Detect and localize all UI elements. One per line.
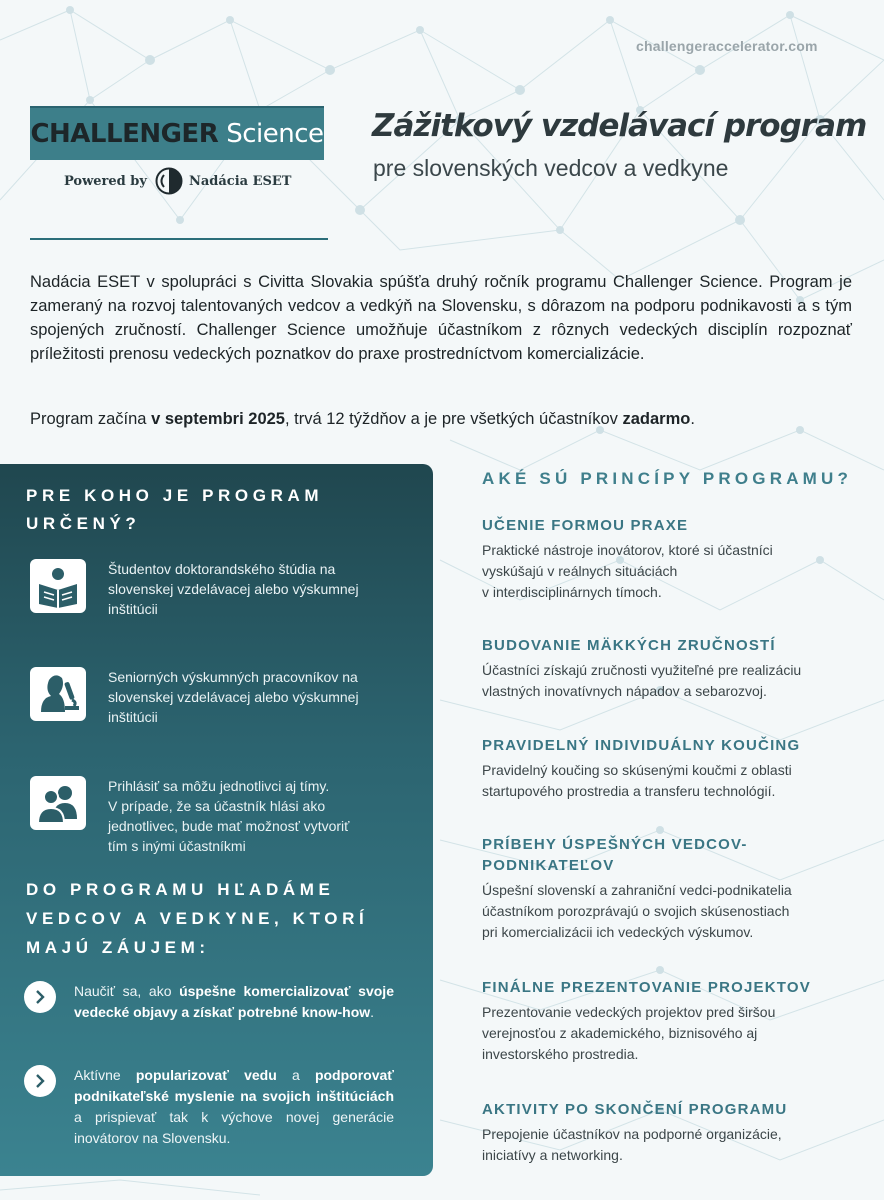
principle-text [482,1124,862,1166]
principle-item [482,834,862,943]
hero-subtitle: pre slovenských vedcov a vedkyne [373,155,729,181]
student-reading-icon [30,559,86,613]
principle-text [482,1002,862,1065]
start-prefix: Program začína [30,410,152,428]
principle-text [482,760,862,802]
who-heading [26,482,323,538]
principle-item [482,515,862,603]
seek-text: Naučiť sa, ako [74,983,180,999]
principle-title: AKTIVITY PO SKONČENÍ PROGRAMU [482,1101,788,1118]
principle-title: PRAVIDELNÝ INDIVIDUÁLNY KOUČING [482,737,801,754]
seek-heading-line3: MAJÚ ZÁUJEM: [26,938,210,957]
logo-brand-right: Science [226,119,324,149]
who-item-text [108,559,359,619]
principle-line: pri komercializácii ich vedeckých výskumov. [482,924,754,940]
principles-heading: AKÉ SÚ PRINCÍPY PROGRAMU? [482,469,853,488]
principle-line: verejnosťou z akademického, biznisového aj [482,1025,758,1041]
principle-item [482,635,862,702]
principle-title [482,834,862,876]
principle-text [482,660,862,702]
who-line: V prípade, že sa účastník hlási ako [108,798,326,814]
program-start [30,410,695,429]
intro-paragraph: Nadácia ESET v spolupráci s Civitta Slovakia spúšťa druhý ročník programu Challenger Science. Program je zameraný na rozvoj talentovaných vedcov a vedkýň na Slovensku, s dôrazom na podporu podnikavosti a s tým spojených zručností. Challenger Science umožňuje účastníkom z rôznych vedeckých disciplín rozpoznať príležitosti prenosu vedeckých poznatkov do praxe prostredníctvom komercializácie. [30,273,852,363]
who-line: tím s inými účastníkmi [108,838,246,854]
who-line: inštitúcii [108,709,158,725]
start-date: v septembri 2025 [151,410,285,428]
seek-item-text [74,1065,394,1149]
powered-by-label: Powered by [64,173,147,189]
who-heading-line1: PRE KOHO JE PROGRAM [26,486,324,505]
seek-item-text [74,981,394,1023]
principle-line: v interdisciplinárnych tímoch. [482,584,662,600]
principle-line: iniciatívy a networking. [482,1147,623,1163]
seek-text: a [276,1067,315,1083]
who-item [30,776,349,856]
who-line: Prihlásiť sa môžu jednotlivci aj tímy. [108,778,330,794]
start-middle: , trvá 12 týždňov a je pre všetkých účastníkov [284,410,623,428]
divider [30,238,328,240]
seek-heading-line1: DO PROGRAMU HĽADÁME [26,880,335,899]
principle-title: FINÁLNE PREZENTOVANIE PROJEKTOV [482,979,811,996]
principle-title-line: PODNIKATEĽOV [482,857,615,874]
seek-text: a prispievať tak k výchove novej generácie inovátorov na Slovensku. [74,1109,394,1146]
who-line: inštitúcii [108,601,158,617]
principle-line: vyskúšajú v reálnych situáciách [482,563,678,579]
challenger-science-logo [30,106,324,160]
principle-text [482,540,862,603]
seek-bold: úspešne komercializovať svoje vedecké objavy a získať potrebné know-how [74,983,394,1020]
eset-logo-icon [155,167,183,195]
who-item [30,559,359,619]
seek-heading [26,875,368,962]
principle-item [482,977,862,1065]
who-line: slovenskej vzdelávacej alebo výskumnej [108,581,359,597]
powered-by [64,167,291,195]
seek-item [24,981,394,1023]
chevron-right-icon [24,981,56,1013]
principle-text [482,880,862,943]
partner-name: Nadácia ESET [188,173,292,189]
site-url[interactable]: challengeraccelerator.com [636,38,818,54]
principle-title: BUDOVANIE MÄKKÝCH ZRUČNOSTÍ [482,637,776,654]
seek-bold: podporovať podnikateľské myslenie na svojich inštitúciách [74,1067,394,1104]
principle-line: účastníkom porozprávajú o svojich skúsenostiach [482,903,790,919]
principle-line: Prezentovanie vedeckých projektov pred širšou [482,1004,776,1020]
who-item-text [108,776,349,856]
chevron-right-icon [24,1065,56,1097]
who-line: Študentov doktorandského štúdia na [108,561,336,577]
start-free: zadarmo [622,410,691,428]
principle-line: Prepojenie účastníkov na podporné organizácie, [482,1126,782,1142]
who-item [30,667,359,727]
who-line: slovenskej vzdelávacej alebo výskumnej [108,689,359,705]
people-team-icon [30,776,86,830]
principle-title-line: PRÍBEHY ÚSPEŠNÝCH VEDCOV- [482,836,748,853]
principle-line: startupového prostredia a transferu technológií. [482,783,776,799]
principle-line: Pravidelný koučing so skúsenými koučmi z oblasti [482,762,792,778]
seek-heading-line2: VEDCOV A VEDKYNE, KTORÍ [26,909,369,928]
principle-line: Praktické nástroje inovátorov, ktoré si účastníci [482,542,773,558]
principle-line: investorského prostredia. [482,1046,639,1062]
who-line: Seniorných výskumných pracovníkov na [108,669,358,685]
seek-bold: popularizovať vedu [135,1067,277,1083]
principle-line: vlastných inovatívnych nápadov a sebarozvoj. [482,683,767,699]
principle-item [482,735,862,802]
logo-brand-left: CHALLENGER [30,119,219,149]
who-item-text [108,667,359,727]
who-line: jednotlivec, bude mať možnosť vytvoriť [108,818,350,834]
start-suffix: . [690,410,695,428]
seek-text: Aktívne [74,1067,136,1083]
seek-text: . [370,1004,375,1020]
principle-line: Účastníci získajú zručnosti využiteľné pre realizáciu [482,662,802,678]
principle-title: UČENIE FORMOU PRAXE [482,517,689,534]
seek-item [24,1065,394,1149]
principle-item [482,1099,862,1166]
scientist-microscope-icon [30,667,86,721]
who-heading-line2: URČENÝ? [26,514,141,533]
principle-line: Úspešní slovenskí a zahraniční vedci-podnikatelia [482,882,792,898]
hero-title: Zážitkový vzdelávací program [372,108,867,144]
